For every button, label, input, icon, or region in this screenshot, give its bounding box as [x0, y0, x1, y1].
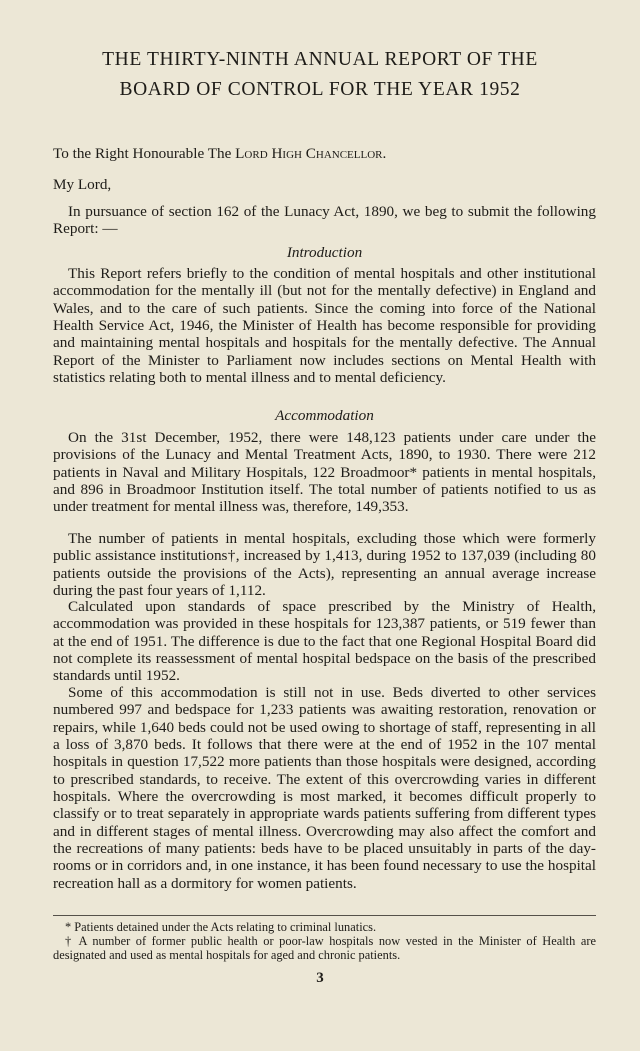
accommodation-paragraph-4: Some of this accommodation is still not in use. Beds diverted to other services numbered 997 and bedspace for 1,233 patients was awaiting restoration, renovation or repairs, while 1,640 beds could not be used owing to shortage of staff, representing in all a loss of 3,870 beds. It follows that there were at the end of 1952 in the 107 mental hospitals in question 17,522 more patients than those hospitals were designed, according to prescribed standards, to receive. The extent of this overcrowding varies in different hospitals. Where the overcrowding is most marked, it becomes difficult properly to classify or to treat separately in appropriate wards patients suffering from different types and in different stages of mental illness. Overcrowding may also affect the comfort and the recreations of many patients: beds have to be placed unsuitably in parts of the day-rooms or in corridors and, in one instance, it has been found necessary to use the hospital recreation hall as a dormitory for women patients. [53, 684, 596, 892]
intro-paragraph: In pursuance of section 162 of the Lunacy Act, 1890, we beg to submit the following Report: — [53, 203, 596, 238]
report-title-line-2: BOARD OF CONTROL FOR THE YEAR 1952 [119, 79, 521, 100]
report-title-line-1: THE THIRTY-NINTH ANNUAL REPORT OF THE [102, 49, 538, 70]
footnote-2: † A number of former public health or poor-law hospitals now vested in the Minister of Health are designated and used as mental hospitals for aged and chronic patients. [53, 934, 596, 962]
salutation: My Lord, [53, 176, 112, 193]
addressee-suffix: . [382, 145, 387, 162]
footnote-1: * Patients detained under the Acts relating to criminal lunatics. [65, 920, 377, 934]
accommodation-paragraph-3: Calculated upon standards of space prescribed by the Ministry of Health, accommodation was provided in these hospitals for 123,387 patients, or 519 fewer than at the end of 1951. The difference is due to the fact that one Regional Hospital Board did not complete its reassessment of mental hospital bedspace on the basis of the prescribed standards until 1952. [53, 598, 596, 685]
introduction-paragraph: This Report refers briefly to the condition of mental hospitals and other institutional accommodation for the mentally ill (but not for the mentally defective) in England and Wales, and to the care of such patients. Since the coming into force of the National Health Service Act, 1946, the Minister of Health has become responsible for providing and maintaining mental hospitals and hospitals for the mentally defective. The Annual Report of the Minister to Parliament now includes sections on Mental Health with statistics relating both to mental illness and to mental deficiency. [53, 265, 596, 387]
accommodation-paragraph-1: On the 31st December, 1952, there were 148,123 patients under care under the provisions of the Lunacy and Mental Treatment Acts, 1890, to 1930. There were 212 patients in Naval and Military Hospitals, 122 Broadmoor* patients in mental hospitals, and 896 in Broadmoor Institution itself. The total number of patients notified to us as under treatment for mental illness was, therefore, 149,353. [53, 429, 596, 516]
addressee-title: Lord High Chancellor [235, 145, 383, 162]
addressee-prefix: To the Right Honourable The [53, 145, 232, 162]
section-heading-accommodation: Accommodation [275, 407, 374, 424]
accommodation-paragraph-2: The number of patients in mental hospitals, excluding those which were formerly public assistance institutions†, increased by 1,413, during 1952 to 137,039 (including 80 patients outside the provisions of the Acts), representing an annual average increase during the past four years of 1,112. [53, 530, 596, 600]
addressee-line [53, 145, 596, 162]
page-number: 3 [316, 970, 324, 986]
section-heading-introduction: Introduction [286, 244, 363, 261]
footnote-divider [53, 915, 596, 916]
